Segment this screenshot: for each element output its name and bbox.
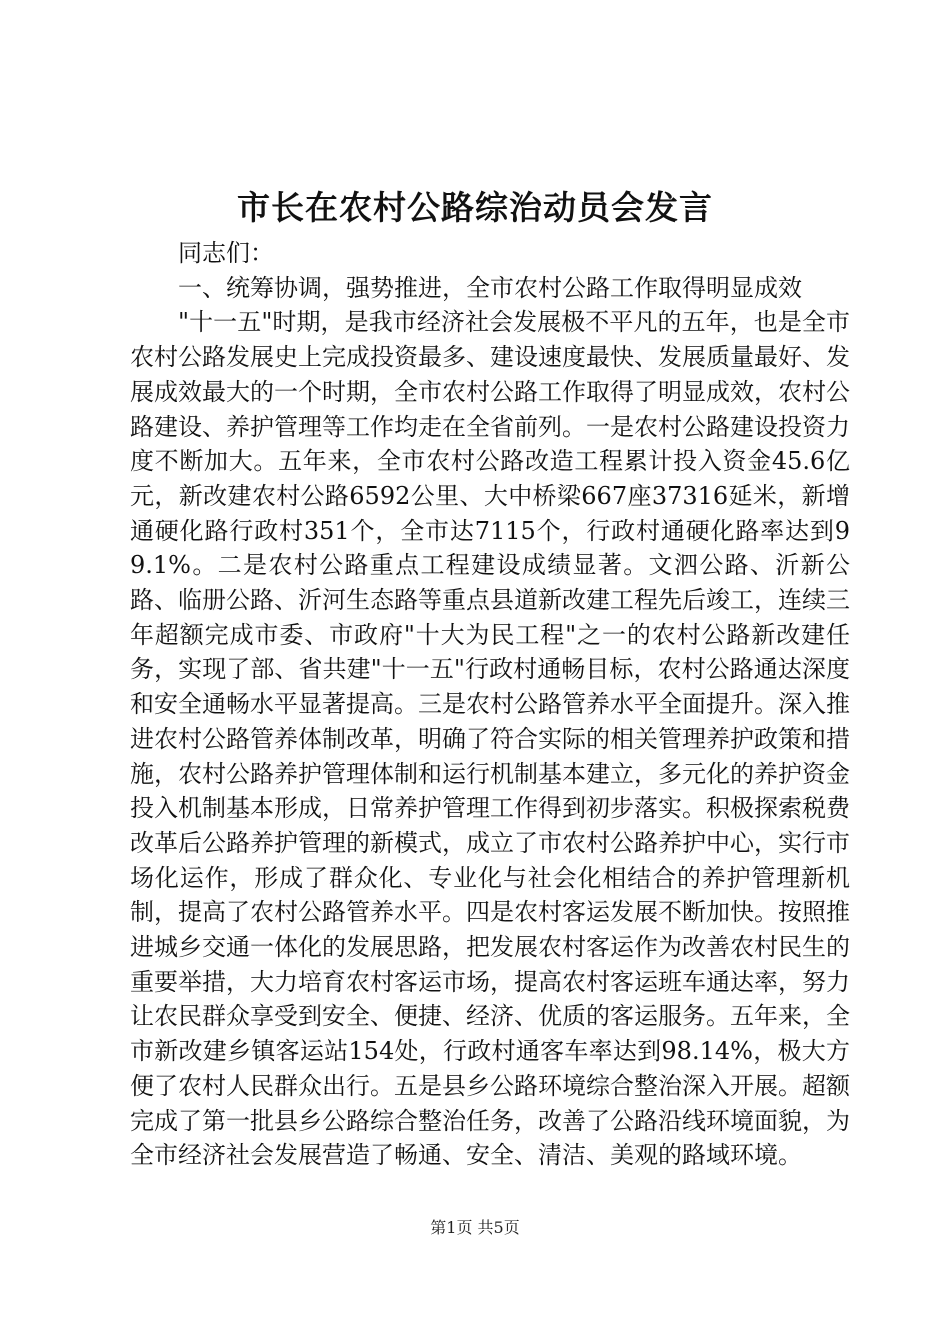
document-body bbox=[130, 236, 850, 1173]
salutation: 同志们： bbox=[178, 239, 274, 267]
document-title: 市长在农村公路综治动员会发言 bbox=[237, 188, 713, 227]
page-footer: 第1页 共5页 bbox=[430, 1218, 520, 1237]
body-paragraph: "十一五"时期，是我市经济社会发展极不平凡的五年，也是全市农村公路发展史上完成投资最多、建设速度最快、发展质量最好、发展成效最大的一个时期，全市农村公路工作取得了明显成效，农村公路建设、养护管理等工作均走在全省前列。一是农村公路建设投资力度不断加大。五年来，全市农村公路改造工程累计投入资金45.6亿元，新改建农村公路6592公里、大中桥梁667座37316延米，新增通硬化路行政村351个，全市达7115个，行政村通硬化路率达到99.1%。二是农村公路重点工程建设成绩显著。文泗公路、沂新公路、临册公路、沂河生态路等重点县道新改建工程先后竣工，连续三年超额完成市委、市政府"十大为民工程"之一的农村公路新改建任务，实现了部、省共建"十一五"行政村通畅目标，农村公路通达深度和安全通畅水平显著提高。三是农村公路管养水平全面提升。深入推进农村公路管养体制改革，明确了符合实际的相关管理养护政策和措施，农村公路养护管理体制和运行机制基本建立，多元化的养护资金投入机制基本形成，日常养护管理工作得到初步落实。积极探索税费改革后公路养护管理的新模式，成立了市农村公路养护中心，实行市场化运作，形成了群众化、专业化与社会化相结合的养护管理新机制，提高了农村公路管养水平。四是农村客运发展不断加快。按照推进城乡交通一体化的发展思路，把发展农村客运作为改善农村民生的重要举措，大力培育农村客运市场，提高农村客运班车通达率，努力让农民群众享受到安全、便捷、经济、优质的客运服务。五年来，全市新改建乡镇客运站154处，行政村通客车率达到98.14%，极大方便了农村人民群众出行。五是县乡公路环境综合整治深入开展。超额完成了第一批县乡公路综合整治任务，改善了公路沿线环境面貌，为全市经济社会发展营造了畅通、安全、清洁、美观的路域环境。 bbox=[130, 308, 850, 1170]
section-heading: 一、统筹协调，强势推进，全市农村公路工作取得明显成效 bbox=[178, 273, 802, 302]
